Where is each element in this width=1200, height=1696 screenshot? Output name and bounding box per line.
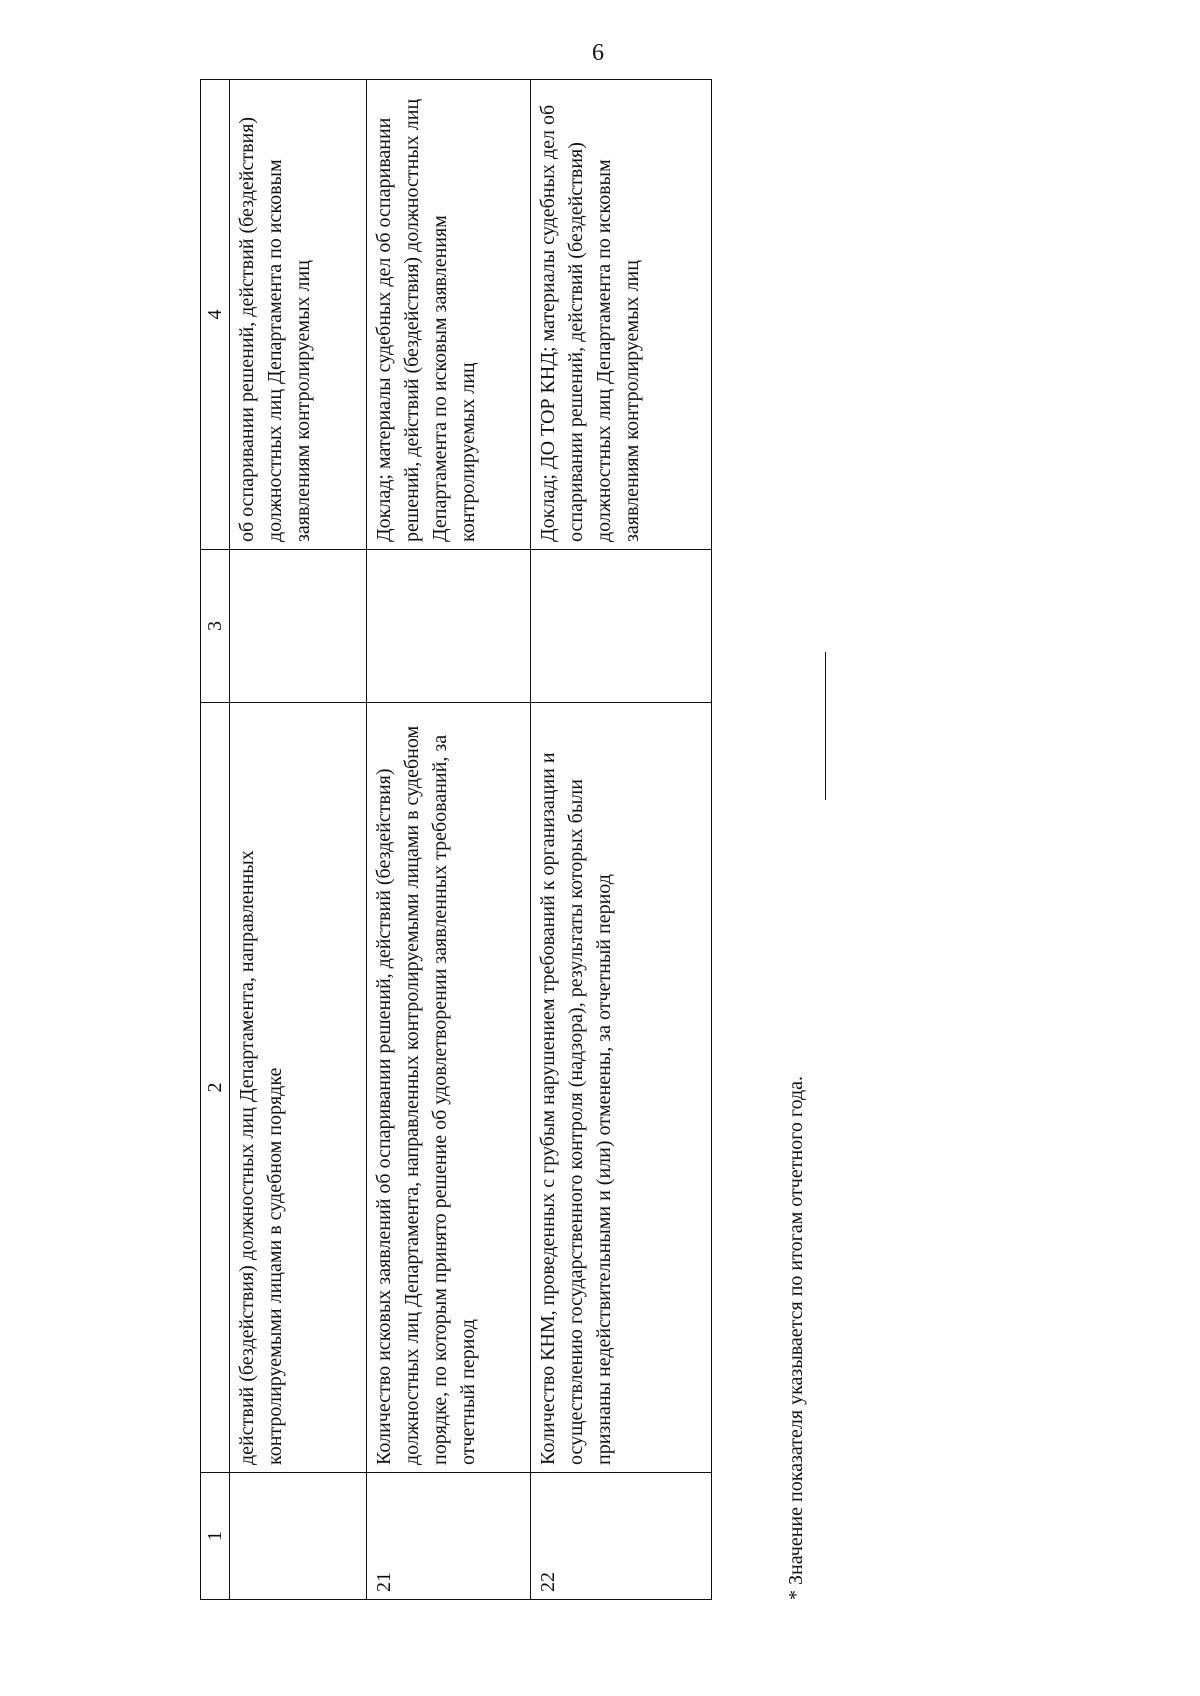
table-row xyxy=(367,80,531,1600)
footnote-separator xyxy=(825,652,826,800)
footnote: * Значение показателя указывается по итогам отчетного года. xyxy=(785,1075,807,1600)
indicator-value xyxy=(367,550,531,703)
header-col-1: 1 xyxy=(201,1473,230,1600)
header-col-3: 3 xyxy=(201,550,230,703)
indicators-table xyxy=(200,79,712,1600)
table-header-row xyxy=(201,80,230,1600)
indicator-source: об оспаривании решений, действий (бездействия) должностных лиц Департамента по исковым заявлениям контролируемых лиц xyxy=(230,80,367,550)
indicator-name: Количество КНМ, проведенных с грубым нарушением требований к организации и осуществлению государственного контроля (надзора), результаты которых были признаны недействительными и (или) отменены, за отчетный период xyxy=(531,703,712,1473)
row-number: 22 xyxy=(531,1473,712,1600)
table-row xyxy=(230,80,367,1600)
page-number: 6 xyxy=(592,40,604,66)
rotated-content xyxy=(200,80,1040,1600)
indicator-value xyxy=(531,550,712,703)
table-row xyxy=(531,80,712,1600)
row-number: 21 xyxy=(367,1473,531,1600)
indicator-name: Количество исковых заявлений об оспаривании решений, действий (бездействия) должностных лиц Департамента, направленных контролируемыми лицами в судебном порядке, по которым принято решение об удовлетворении заявленных требований, за отчетный период xyxy=(367,703,531,1473)
header-col-2: 2 xyxy=(201,703,230,1473)
header-col-4: 4 xyxy=(201,80,230,550)
indicator-source: Доклад; ДО ТОР КНД; материалы судебных дел об оспаривании решений, действий (бездействия) должностных лиц Департамента по исковым заявлениям контролируемых лиц xyxy=(531,80,712,550)
indicator-value xyxy=(230,550,367,703)
indicator-name: действий (бездействия) должностных лиц Департамента, направленных контролируемыми лицами в судебном порядке xyxy=(230,703,367,1473)
row-number xyxy=(230,1473,367,1600)
indicator-source: Доклад; материалы судебных дел об оспаривании решений, действий (бездействия) должностных лиц Департамента по исковым заявлениям контролируемых лиц xyxy=(367,80,531,550)
